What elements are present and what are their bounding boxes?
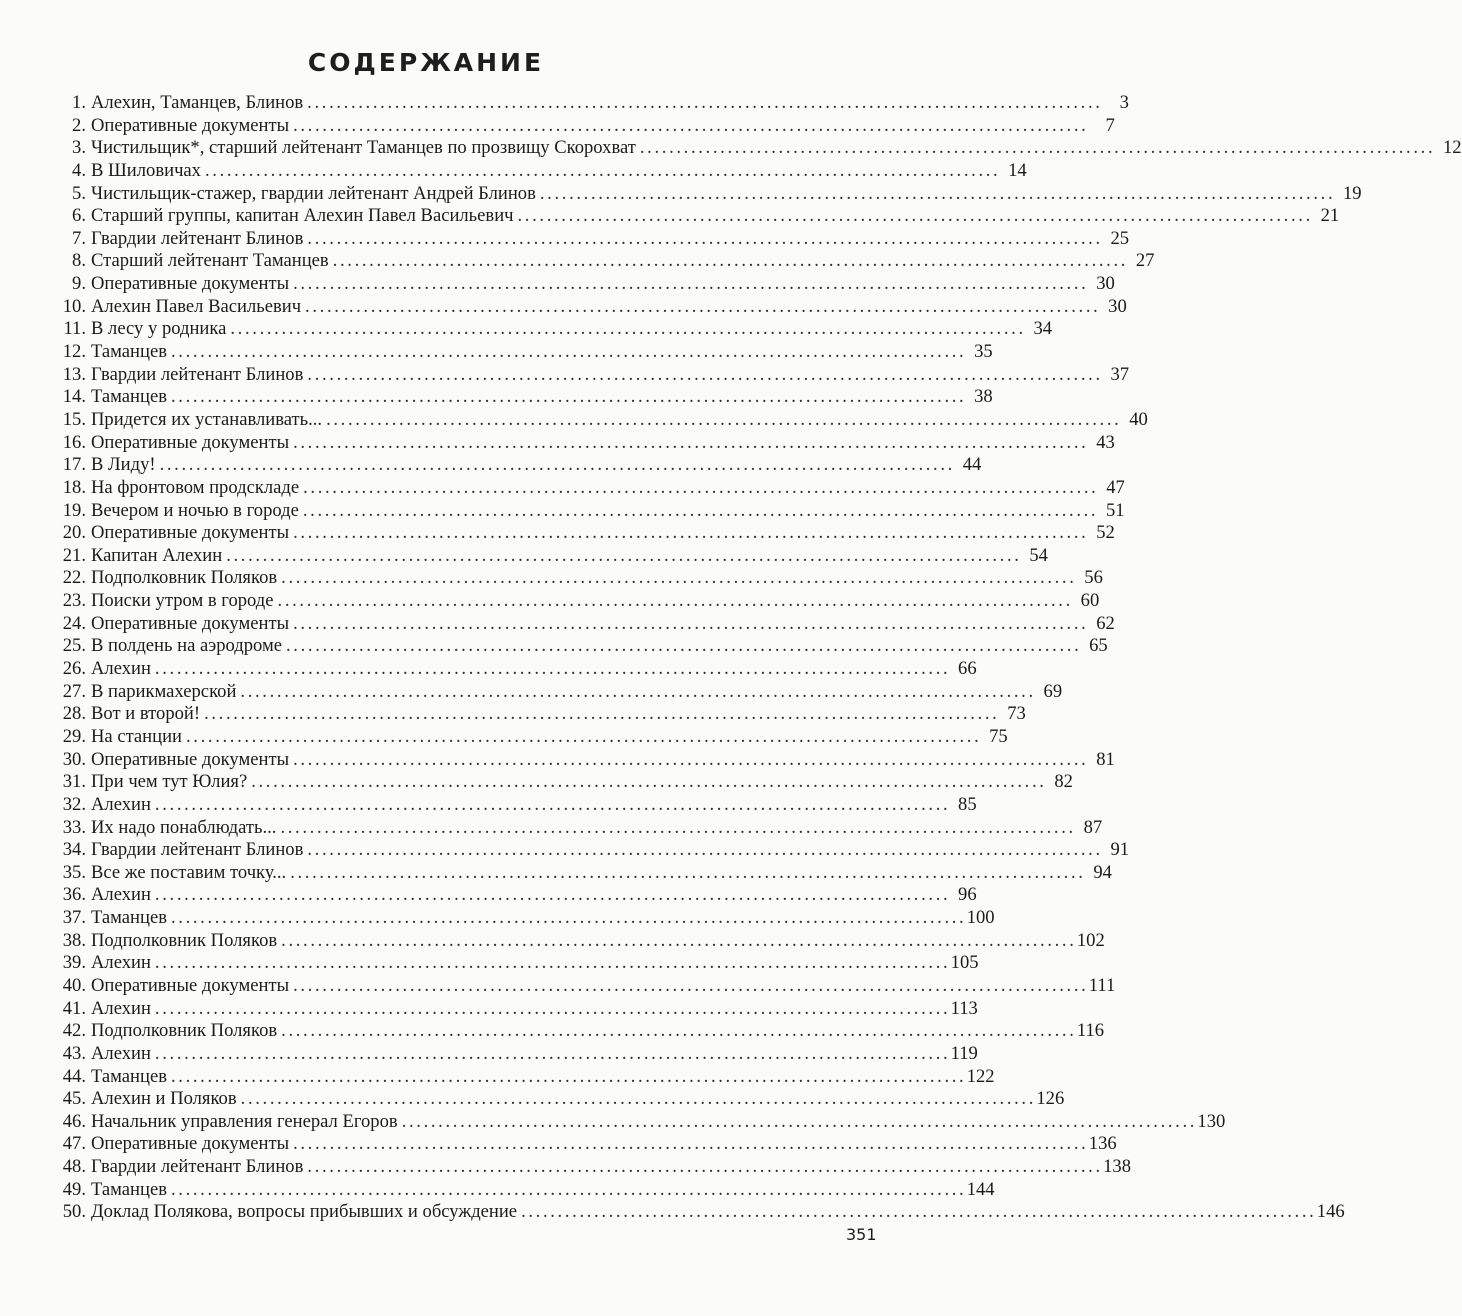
toc-entry-number: 13. [62,363,86,385]
toc-entry-title: Их надо понаблюдать... [91,816,277,838]
toc-entry-number: 37. [62,907,86,929]
toc-entry [50,1088,1065,1111]
toc-leader-dots [155,998,947,1021]
toc-entry-title: В лесу у родника [91,318,227,340]
toc-entry-title: Алехин, Таманцев, Блинов [91,92,304,113]
toc-leader-dots [241,1088,1033,1111]
toc-entry-page: 91 [1110,839,1130,861]
toc-leader-dots [402,1111,1194,1134]
toc-entry-page: 25 [1110,227,1130,249]
toc-leader-dots [280,817,1072,840]
toc-entry-number: 12. [62,341,86,363]
toc-entry [50,816,1103,840]
toc-entry-number: 45. [62,1088,86,1110]
toc-entry-title: Старший лейтенант Таманцев [91,250,329,272]
toc-entry-page: 136 [1088,1133,1117,1155]
toc-entry-title: Оперативные документы [91,612,290,634]
toc-entry-title: Чистильщик*, старший лейтенант Таманцев по прозвищу Скорохват [91,137,636,159]
toc-entry-title: Таманцев [91,1065,167,1087]
toc-entry [50,974,1116,998]
toc-entry [50,114,1115,138]
toc-entry-title: Чистильщик-стажер, гвардии лейтенант Андрей Блинов [91,182,536,204]
toc-leader-dots [640,137,1432,160]
toc-entry [50,952,979,975]
toc-entry-number: 44. [62,1065,86,1087]
toc-entry [50,318,1053,341]
toc-entry-number: 24. [62,612,86,634]
toc-entry-page: 96 [958,884,977,906]
toc-entry-title: Алехин [91,1042,151,1064]
toc-leader-dots [160,454,952,477]
toc-entry-page: 138 [1103,1156,1131,1178]
toc-entry-number: 19. [62,499,86,521]
toc-entry-title: Гвардии лейтенант Блинов [91,227,304,249]
toc-entry [50,454,982,477]
toc-entry [50,997,978,1021]
toc-entry-number: 11. [63,318,86,340]
toc-entry-number: 28. [62,703,86,725]
toc-entry-page: 21 [1320,205,1340,227]
toc-leader-dots [155,952,947,975]
toc-entry-page: 82 [1054,771,1073,793]
toc-entry-page: 30 [1096,273,1115,295]
toc-entry [50,703,1026,726]
toc-entry-page: 100 [966,907,995,929]
toc-entry-page: 44 [962,454,982,476]
toc-entry-number: 9. [72,273,86,295]
toc-entry [50,658,977,681]
toc-entry-title: Оперативные документы [91,431,290,453]
toc-entry-number: 25. [62,635,86,657]
toc-entry-number: 43. [62,1042,86,1064]
toc-leader-dots [171,907,963,930]
toc-entry-title: Алехин Павел Васильевич [91,295,302,317]
toc-entry [50,680,1063,704]
toc-entry-page: 14 [1008,159,1027,181]
toc-entry-page: 119 [950,1042,978,1064]
toc-entry-page: 37 [1110,363,1130,385]
toc-entry-page: 146 [1316,1201,1345,1223]
toc-entry [50,1042,978,1066]
toc-entry-page: 43 [1096,431,1115,453]
toc-entry-page: 66 [958,658,977,680]
toc-entry-title: Алехин [91,884,151,906]
toc-entry-number: 32. [62,793,86,815]
toc-entry-number: 36. [62,884,86,906]
toc-leader-dots [333,250,1125,273]
toc-leader-dots [155,658,947,681]
toc-entry-title: Таманцев [91,341,167,363]
toc-entry-number: 35. [62,861,86,883]
toc-entry [50,137,1462,160]
toc-leader-dots [281,567,1073,590]
toc-entry-page: 144 [966,1178,995,1200]
toc-leader-dots [303,500,1095,523]
toc-entry [50,907,995,930]
toc-entry-title: Оперативные документы [91,273,290,295]
toc-entry-title: Оперативные документы [91,974,290,996]
toc-entry-title: Таманцев [91,907,167,929]
toc-entry-page: 56 [1084,567,1103,589]
toc-leader-dots [155,794,947,817]
toc-leader-dots [303,477,1095,500]
toc-entry-title: Поиски утром в городе [91,590,274,612]
toc-entry-number: 7. [72,227,86,249]
toc-leader-dots [307,1156,1099,1179]
toc-leader-dots [171,341,963,364]
toc-entry [50,159,1027,183]
toc-entry-page: 113 [950,997,978,1019]
toc-entry [50,929,1105,953]
toc-entry-number: 23. [62,590,86,612]
toc-entry-number: 4. [72,159,86,181]
toc-leader-dots [240,681,1032,704]
toc-leader-dots [307,228,1099,251]
toc-entry [50,182,1362,206]
toc-entry-number: 17. [62,454,86,476]
toc-entry [50,250,1155,273]
toc-entry-page: 81 [1096,748,1115,770]
toc-entry-page: 102 [1076,929,1105,951]
toc-entry-page: 19 [1343,182,1362,204]
toc-entry [50,567,1103,590]
toc-entry [50,748,1115,772]
toc-entry [50,205,1340,228]
toc-entry-title: Оперативные документы [91,1133,290,1155]
toc-entry-title: При чем тут Юлия? [91,771,248,793]
toc-leader-dots [186,726,978,749]
toc-entry [50,839,1130,862]
toc-entry [50,884,977,907]
toc-entry [50,1178,995,1202]
toc-leader-dots [251,771,1043,794]
toc-entry-title: Алехин [91,658,151,680]
toc-entry-page: 75 [989,725,1008,747]
toc-leader-dots [281,930,1073,953]
toc-leader-dots [293,613,1085,636]
toc-entry [50,1065,995,1089]
toc-entry [50,590,1100,613]
toc-entry-number: 38. [62,929,86,951]
toc-entry-page: 52 [1096,522,1115,544]
toc-entry-title: Алехин [91,952,151,974]
toc-entry [50,725,1008,749]
toc-entry-title: Оперативные документы [91,522,290,544]
toc-entry [50,522,1115,545]
toc-entry-title: Вот и второй! [91,703,201,725]
toc-entry [50,544,1048,568]
toc-entry [50,227,1130,251]
toc-leader-dots [293,975,1085,998]
toc-entry [50,1020,1105,1043]
toc-leader-dots [518,205,1310,228]
toc-entry-number: 46. [62,1110,86,1132]
toc-entry-page: 34 [1033,318,1053,340]
toc-entry [50,476,1125,500]
toc-entry-title: Гвардии лейтенант Блинов [91,839,304,861]
toc-entry-number: 49. [62,1178,86,1200]
toc-leader-dots [307,839,1099,862]
toc-entry-title: В Шиловичах [91,159,201,181]
toc-entry [50,92,1129,115]
toc-entry-number: 30. [62,748,86,770]
toc-entry-number: 48. [62,1156,86,1178]
toc-leader-dots [293,1133,1085,1156]
toc-leader-dots [155,1043,947,1066]
toc-entry-page: 65 [1089,635,1108,657]
toc-entry-page: 116 [1076,1020,1105,1042]
toc-entry [50,861,1112,885]
toc-leader-dots [293,273,1085,296]
toc-entry-title: В полдень на аэродроме [91,635,282,657]
toc-leader-dots [293,749,1085,772]
toc-entry [50,771,1073,794]
toc-leader-dots [290,862,1082,885]
toc-entry-title: Придется их устанавливать... [91,408,323,430]
toc-entry-page: 122 [966,1065,995,1087]
toc-entry-title: В парикмахерской [91,680,237,702]
toc-entry-number: 5. [72,182,86,204]
toc-entry-number: 20. [62,522,86,544]
toc-leader-dots [230,318,1022,341]
toc-leader-dots [171,386,963,409]
toc-entry-number: 40. [62,974,86,996]
toc-entry-title: Начальник управления генерал Егоров [91,1110,398,1132]
toc-entry-title: В Лиду! [91,454,156,476]
toc-entry [50,431,1115,455]
toc-entry-page: 126 [1036,1088,1065,1110]
toc-leader-dots [307,92,1099,115]
toc-entry-title: На станции [91,725,182,747]
toc-entry-number: 39. [62,952,86,974]
toc-entry-number: 10. [62,295,86,317]
toc-entry [50,635,1108,658]
toc-leader-dots [293,115,1085,138]
toc-entry-number: 22. [62,567,86,589]
toc-leader-dots [278,590,1070,613]
toc-entry-title: Гвардии лейтенант Блинов [91,1156,304,1178]
toc-entry-title: Таманцев [91,1178,167,1200]
toc-entry-number: 8. [72,250,86,272]
toc-entry [50,1110,1226,1134]
toc-leader-dots [204,703,996,726]
page-number: 351 [846,1225,877,1244]
toc-entry-number: 15. [62,408,86,430]
toc-entry-number: 41. [62,997,86,1019]
toc-entry [50,408,1148,432]
table-of-contents [50,92,1462,1224]
toc-entry-title: Алехин [91,997,151,1019]
toc-entry-title: Подполковник Поляков [91,929,278,951]
toc-entry-title: Вечером и ночью в городе [91,499,299,521]
toc-entry-page: 94 [1093,861,1112,883]
toc-leader-dots [205,160,997,183]
toc-entry-number: 27. [62,680,86,702]
toc-entry-page: 69 [1043,680,1063,702]
toc-entry-page: 105 [950,952,979,974]
toc-entry-title: На фронтовом продскладе [91,476,300,498]
toc-entry-number: 50. [62,1201,86,1223]
toc-entry-page: 111 [1088,974,1116,996]
toc-entry-title: Оперативные документы [91,114,290,136]
toc-entry-number: 29. [62,725,86,747]
toc-entry [50,1133,1117,1156]
page-title: СОДЕРЖАНИЕ [307,48,545,77]
toc-leader-dots [281,1020,1073,1043]
toc-entry [50,341,993,364]
toc-entry-page: 73 [1007,703,1026,725]
toc-leader-dots [305,296,1097,319]
toc-entry-number: 16. [62,431,86,453]
toc-entry [50,386,993,409]
toc-leader-dots [286,635,1078,658]
toc-entry-page: 130 [1197,1110,1226,1132]
toc-entry-page: 3 [1119,92,1129,113]
toc-entry-title: Подполковник Поляков [91,567,278,589]
toc-entry-number: 26. [62,658,86,680]
toc-leader-dots [155,884,947,907]
toc-entry-title: Гвардии лейтенант Блинов [91,363,304,385]
toc-entry-page: 38 [974,386,993,408]
toc-leader-dots [171,1066,963,1089]
toc-entry-title: Старший группы, капитан Алехин Павел Васильевич [91,205,514,227]
toc-entry [50,363,1130,387]
toc-entry-page: 85 [958,793,977,815]
toc-entry-page: 60 [1080,590,1100,612]
toc-entry [50,612,1115,636]
toc-entry-number: 33. [62,816,86,838]
toc-leader-dots [226,545,1018,568]
toc-entry-title: Доклад Полякова, вопросы прибывших и обсуждение [91,1201,518,1223]
toc-entry [50,1156,1131,1179]
toc-leader-dots [171,1179,963,1202]
toc-entry-number: 2. [72,114,86,136]
toc-entry-page: 30 [1108,295,1127,317]
toc-entry-page: 35 [974,341,993,363]
toc-entry-number: 1. [72,92,86,113]
toc-entry-title: Капитан Алехин [91,544,223,566]
toc-entry-number: 18. [62,476,86,498]
toc-leader-dots [326,409,1118,432]
toc-entry-title: Оперативные документы [91,748,290,770]
toc-entry-number: 21. [62,544,86,566]
toc-entry [50,295,1127,319]
toc-leader-dots [521,1201,1313,1224]
toc-entry-page: 27 [1135,250,1155,272]
toc-entry-number: 6. [72,205,86,227]
toc-entry-number: 31. [62,771,86,793]
toc-entry-title: Подполковник Поляков [91,1020,278,1042]
toc-entry [50,1201,1345,1224]
toc-entry-title: Все же поставим точку... [91,861,287,883]
toc-entry-page: 87 [1083,816,1103,838]
toc-leader-dots [307,364,1099,387]
toc-entry-page: 7 [1105,114,1115,136]
toc-entry-page: 51 [1105,499,1125,521]
toc-leader-dots [293,522,1085,545]
toc-entry-page: 62 [1096,612,1115,634]
toc-entry [50,499,1125,523]
toc-entry-page: 40 [1129,408,1148,430]
toc-entry-page: 12 [1443,137,1462,159]
toc-entry-title: Алехин [91,793,151,815]
toc-entry-number: 14. [62,386,86,408]
toc-entry-number: 34. [62,839,86,861]
toc-entry-page: 47 [1106,476,1125,498]
toc-entry-title: Алехин и Поляков [91,1088,237,1110]
toc-leader-dots [293,432,1085,455]
toc-entry-number: 3. [72,137,86,159]
toc-entry-title: Таманцев [91,386,167,408]
toc-entry-number: 47. [62,1133,86,1155]
toc-entry [50,793,977,817]
toc-leader-dots [540,183,1332,206]
toc-entry-page: 54 [1029,544,1048,566]
toc-entry [50,273,1115,296]
toc-entry-number: 42. [62,1020,86,1042]
